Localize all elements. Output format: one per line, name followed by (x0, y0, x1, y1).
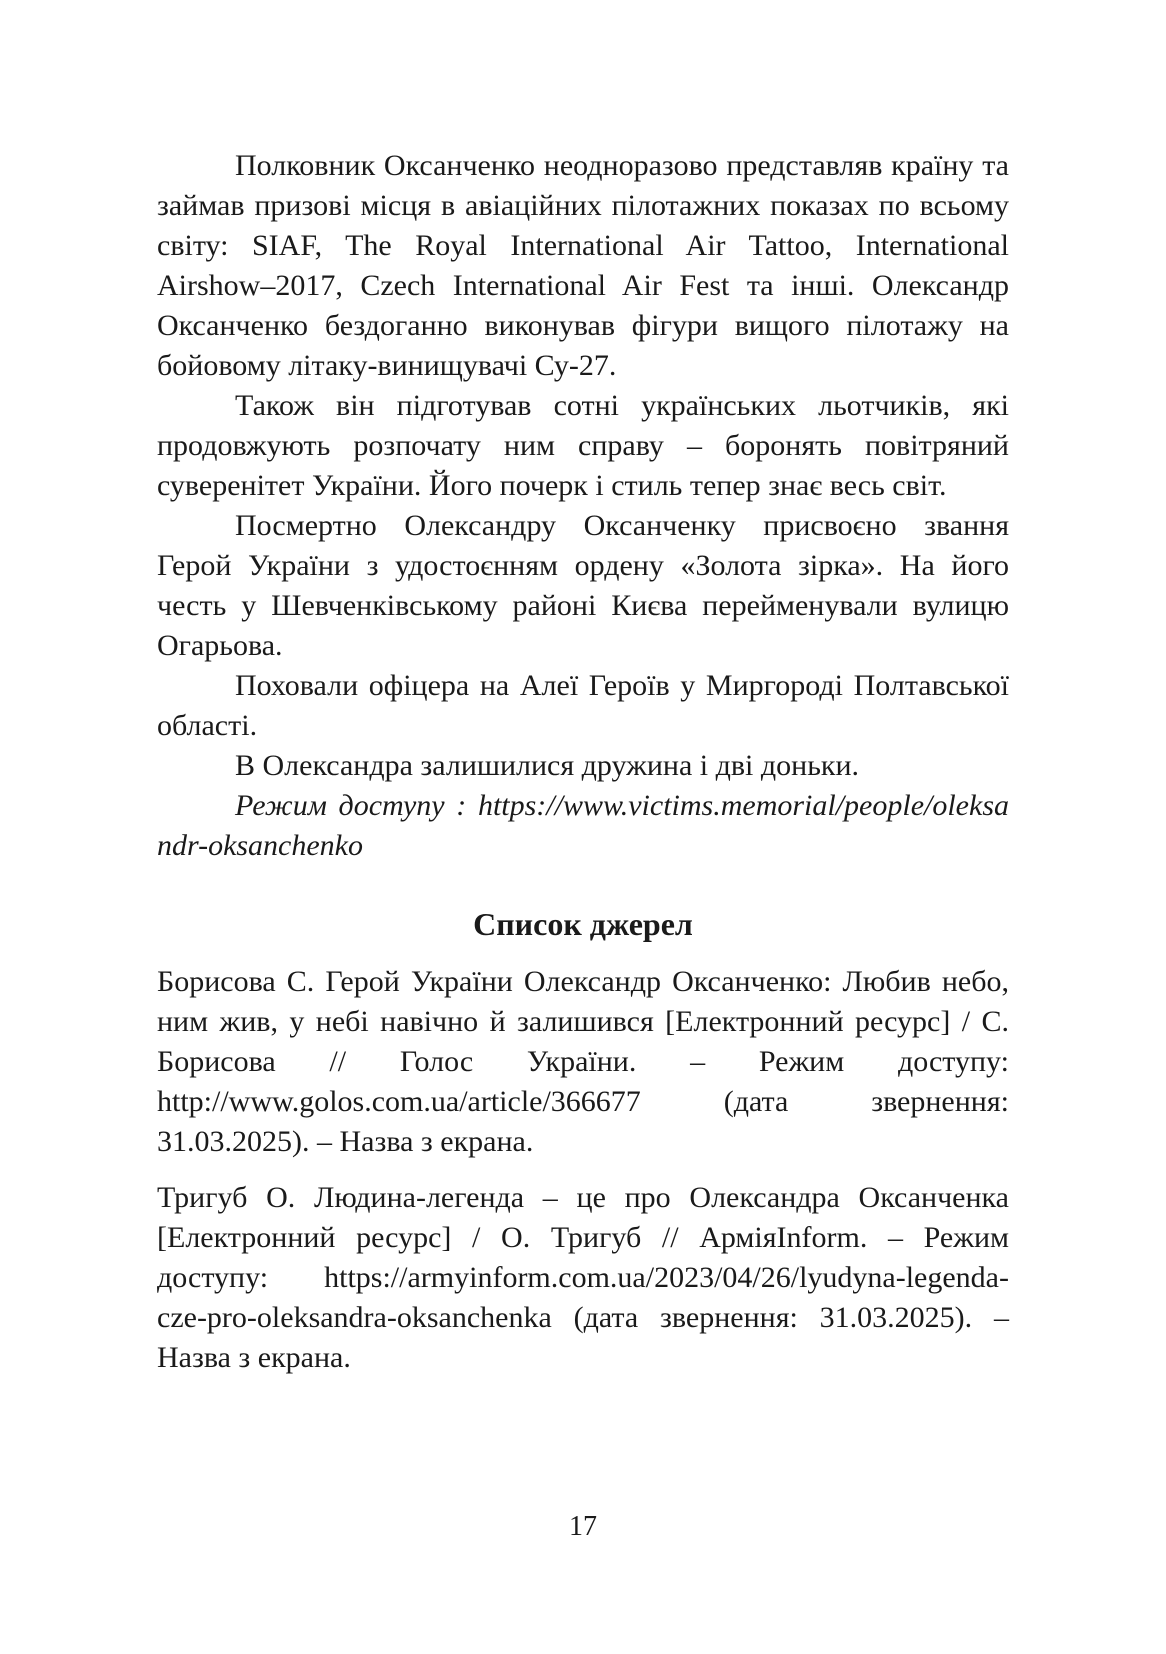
body-paragraph: В Олександра залишилися дружина і дві доньки. (235, 749, 860, 782)
source-prefix: Режим доступу : (235, 789, 478, 822)
source-url-link[interactable]: https://www.victims.memorial/people/oleksandr-oksanchenko (157, 789, 1009, 862)
body-paragraph: Поховали офіцера на Алеї Героїв у Миргороді Полтавської області. (157, 669, 1009, 742)
body-paragraph: Посмертно Олександру Оксанченку присвоєно звання Герой України з удостоєнням ордену «Золота зірка». На його честь у Шевченківському районі Києва перейменували вулицю Огарьова. (157, 509, 1009, 662)
page-content (157, 146, 1009, 1394)
body-paragraph: Полковник Оксанченко неодноразово представляв країну та займав призові місця в авіаційних пілотажних показах по всьому світу: SIAF, The Royal International Air Tattoo, International Airshow–2017, Czech International Air Fest та інші. Олександр Оксанченко бездоганно виконував фігури вищого пілотажу на бойовому літаку-винищувачі Су-27. (157, 149, 1009, 382)
reference-item: Борисова С. Герой України Олександр Оксанченко: Любив небо, ним жив, у небі навічно й залишився [Електронний ресурс] / С. Борисова // Голос України. – Режим доступу: http://www.golos.com.ua/article/366677 (дата звернення: 31.03.2025). – Назва з екрана. (157, 965, 1009, 1158)
reference-item: Тригуб О. Людина-легенда – це про Олександра Оксанченка [Електронний ресурс] / О. Тригуб // АрміяInform. – Режим доступу: https://armyinform.com.ua/2023/04/26/lyudyna-legenda-cze-pro-oleksandra-oksanchenka (дата звернення: 31.03.2025). – Назва з екрана. (157, 1181, 1009, 1374)
article-body (157, 146, 1009, 866)
source-access-line (157, 786, 1009, 866)
references-list (157, 962, 1009, 1378)
sources-section-title: Список джерел (473, 906, 693, 942)
page-number: 17 (569, 1511, 597, 1542)
body-paragraph: Також він підготував сотні українських льотчиків, які продовжують розпочату ним справу – боронять повітряний суверенітет України. Його почерк і стиль тепер знає весь світ. (157, 389, 1009, 502)
